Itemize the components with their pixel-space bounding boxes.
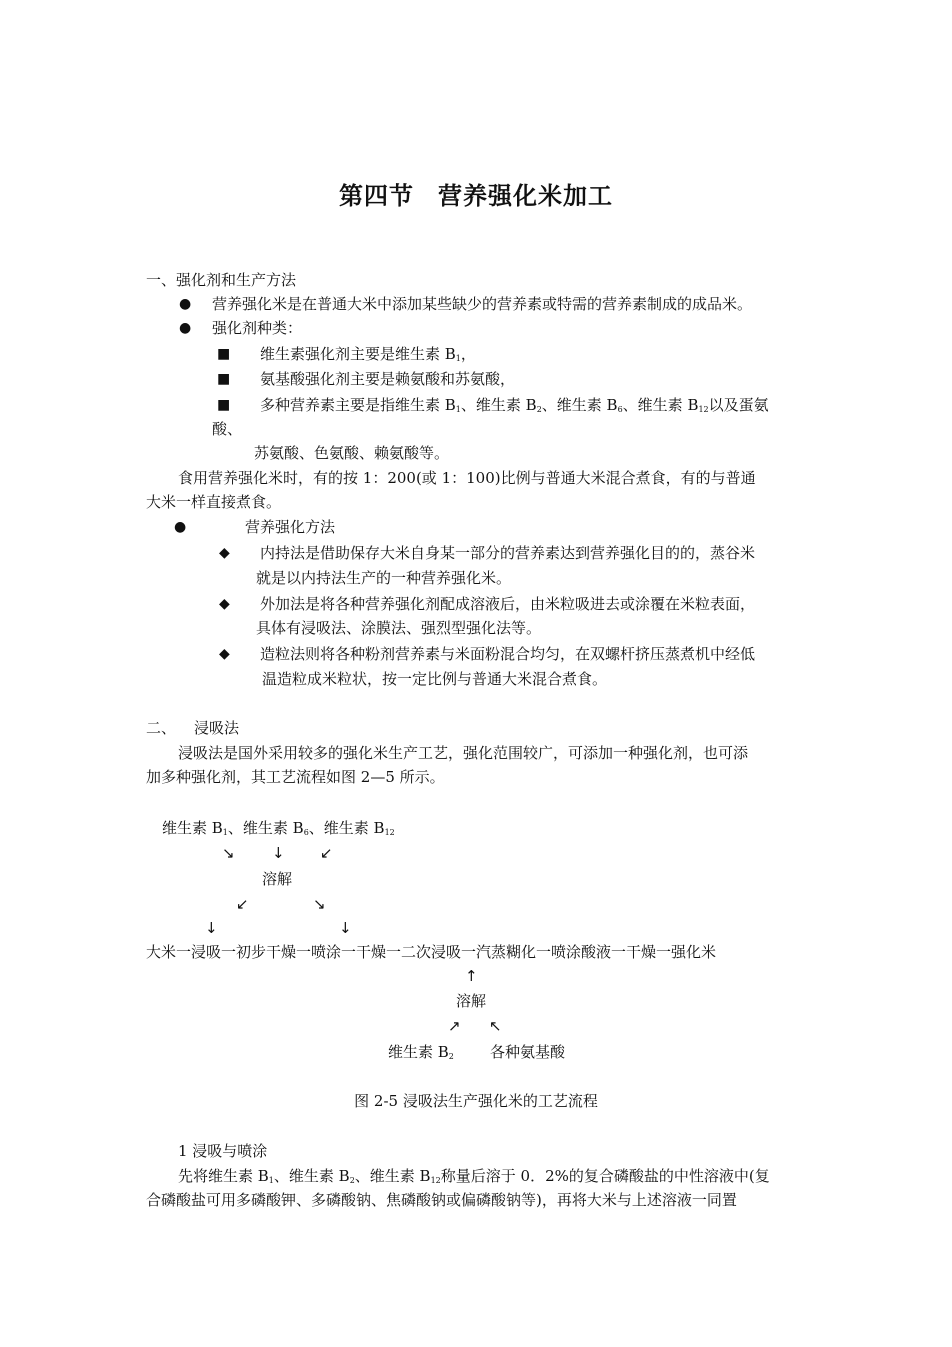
arrow-up-icon: ↑ [465, 967, 478, 985]
sub-item-2: 氨基酸强化剂主要是赖氨酸和苏氨酸， [260, 370, 516, 388]
method-item-3: 造粒法则将各种粉剂营养素与米面粉混合均匀，在双螺杆挤压蒸煮机中经低 [260, 645, 756, 663]
paragraph-line: 加多种强化剂，其工艺流程如图 2—5 所示。 [146, 768, 445, 786]
section2-heading-number: 二、 [146, 719, 177, 737]
diamond-bullet: ◆ [219, 646, 230, 662]
arrow-down-icon: ↓ [205, 919, 218, 937]
sub-item-3-cont: 苏氨酸、色氨酸、赖氨酸等。 [254, 444, 450, 462]
bullet-dot: ● [174, 519, 187, 535]
sub-item-1: 维生素强化剂主要是维生素 $B_1$， [260, 345, 476, 363]
method-item-3-cont: 温造粒成米粒状，按一定比例与普通大米混合煮食。 [262, 670, 608, 688]
paragraph-line: 浸吸法是国外采用较多的强化米生产工艺，强化范围较广，可添加一种强化剂，也可添 [178, 744, 749, 762]
bullet-item-3: 营养强化方法 [245, 518, 336, 536]
method-item-1: 内持法是借助保存大米自身某一部分的营养素达到营养强化目的的，蒸谷米 [260, 544, 756, 562]
figure-caption: 图 2-5 浸吸法生产强化米的工艺流程 [354, 1092, 598, 1110]
arrow-down-icon: ↓ [339, 919, 352, 937]
method-item-1-cont: 就是以内持法生产的一种营养强化米。 [256, 569, 512, 587]
subsection-heading: 1 浸吸与喷涂 [178, 1142, 268, 1160]
bullet-dot: ● [179, 296, 192, 312]
diamond-bullet: ◆ [219, 545, 230, 561]
arrow-down-left-icon: ↙ [320, 844, 333, 862]
paragraph-line: 合磷酸盐可用多磷酸钾、多磷酸钠、焦磷酸钠或偏磷酸钠等)，再将大米与上述溶液一同置 [146, 1191, 737, 1209]
flow-dissolve-step: 溶解 [262, 870, 293, 888]
title-section-number: 第四节 [339, 182, 414, 210]
flow-input-vitamins: 维生素 $B_1$、维生素 $B_6$、维生素 $B_{12}$ [162, 819, 395, 837]
method-item-2-cont: 具体有浸吸法、涂膜法、强烈型强化法等。 [256, 619, 542, 637]
bullet-item-1: 营养强化米是在普通大米中添加某些缺少的营养素或特需的营养素制成的成品米。 [212, 295, 753, 313]
paragraph-line: 食用营养强化米时，有的按 1：200(或 1：100)比例与普通大米混合煮食，有的与普通 [178, 469, 756, 487]
square-bullet: ■ [217, 346, 231, 362]
bullet-dot: ● [179, 320, 192, 336]
sub-item-3: 多种营养素主要是指维生素 $B_1$、维生素 $B_2$、维生素 $B_6$、维生素 $B_{12}$以及蛋氨 [260, 396, 769, 414]
arrow-down-icon: ↓ [272, 844, 285, 862]
arrow-down-left-icon: ↙ [236, 895, 249, 913]
paragraph-line: 大米一样直接煮食。 [146, 493, 282, 511]
arrow-down-right-icon: ↘ [222, 844, 235, 862]
flow-main-process: 大米一浸吸一初步干燥一喷涂一干燥一二次浸吸一汽蒸糊化一喷涂酸液一干燥一强化米 [146, 943, 717, 961]
arrow-up-right-icon: ↗ [448, 1017, 461, 1035]
paragraph-line: 先将维生素 $B_1$、维生素 $B_2$、维生素 $B_{12}$称量后溶于 0．2%的复合磷酸盐的中性溶液中(复 [178, 1167, 770, 1185]
flow-input-amino-acids: 各种氨基酸 [490, 1043, 566, 1061]
diamond-bullet: ◆ [219, 596, 230, 612]
arrow-down-right-icon: ↘ [313, 895, 326, 913]
flow-input-b2: 维生素 $B_2$ [388, 1043, 454, 1061]
arrow-up-left-icon: ↖ [489, 1017, 502, 1035]
section2-heading: 浸吸法 [194, 719, 240, 737]
title-text: 营养强化米加工 [438, 182, 613, 210]
page-title [0, 176, 952, 211]
square-bullet: ■ [217, 397, 231, 413]
method-item-2: 外加法是将各种营养强化剂配成溶液后，由米粒吸进去或涂覆在米粒表面， [260, 595, 756, 613]
section1-heading: 一、强化剂和生产方法 [146, 271, 297, 289]
bullet-item-2: 强化剂种类： [212, 319, 303, 337]
sub-item-3-wrap: 酸、 [212, 420, 243, 438]
flow-dissolve-step: 溶解 [456, 992, 487, 1010]
square-bullet: ■ [217, 371, 231, 387]
